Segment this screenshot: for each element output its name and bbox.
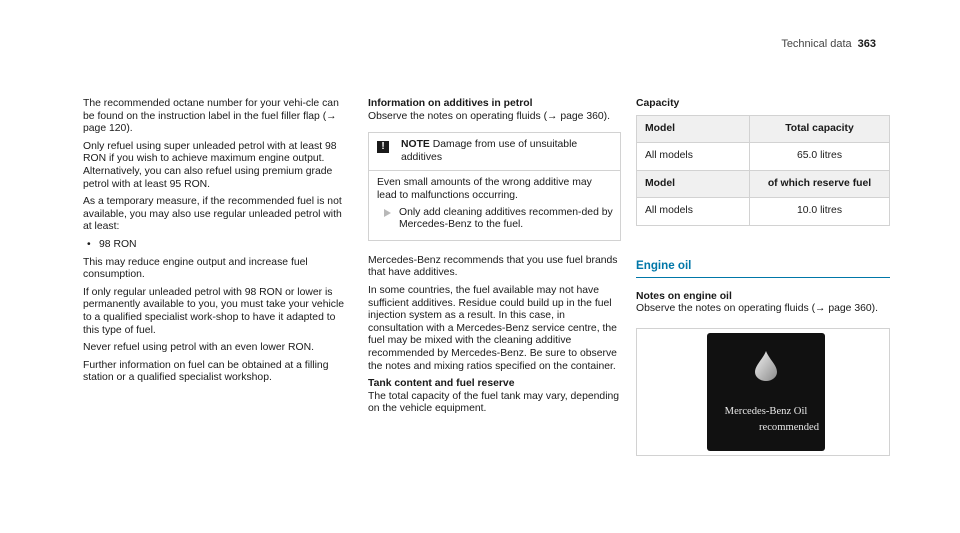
table-row	[637, 143, 890, 171]
paragraph: Mercedes-Benz recommends that you use fuel brands that have additives.	[368, 254, 618, 279]
paragraph: This may reduce engine output and increase fuel consumption.	[83, 256, 308, 281]
column-left	[83, 98, 351, 390]
paragraph: Never refuel using petrol with an even lower RON.	[83, 342, 315, 354]
capacity-table	[636, 115, 890, 226]
note-box	[368, 132, 621, 241]
page-number: 363	[857, 38, 876, 50]
mercedes-oil-logo	[707, 333, 825, 451]
note-title-text: Damage from use of unsuitable additives	[401, 139, 578, 163]
table-header-cell: Model	[637, 170, 750, 198]
warning-icon: !	[377, 141, 389, 153]
note-header	[369, 133, 620, 171]
table-cell: All models	[637, 198, 750, 226]
column-middle	[368, 98, 621, 421]
heading-tank: Tank content and fuel reserve	[368, 378, 515, 390]
paragraph: Observe the notes on operating fluids (→ page 360).	[368, 110, 611, 122]
table-cell: 65.0 litres	[750, 143, 890, 171]
table-cell: All models	[637, 143, 750, 171]
heading-engine-oil-notes: Notes on engine oil	[636, 290, 732, 302]
paragraph: If only regular unleaded petrol with 98 RON or lower is permanently available to you, you must take your vehicle to a qualified specialist work-shop to have it adapted to this type of fuel.	[83, 286, 345, 336]
page-header	[781, 38, 876, 50]
note-text: Even small amounts of the wrong additive may lead to malfunctions occurring.	[377, 177, 592, 201]
table-row	[637, 198, 890, 226]
bullet-item: • 98 RON	[83, 239, 351, 252]
table-row	[637, 115, 890, 143]
note-action	[377, 207, 614, 232]
oil-logo-frame	[636, 328, 890, 456]
section-heading-engine-oil: Engine oil	[636, 260, 890, 278]
logo-text-recommended: recommended	[758, 421, 819, 433]
heading-additives: Information on additives in petrol	[368, 98, 533, 109]
note-body	[369, 171, 620, 239]
oil-drop-icon	[755, 351, 777, 381]
paragraph: Observe the notes on operating fluids (→ page 360).	[636, 303, 879, 315]
section-title: Technical data	[781, 38, 852, 50]
table-header-cell: Model	[637, 115, 750, 143]
note-label: NOTE	[401, 139, 430, 151]
paragraph: The recommended octane number for your vehi-cle can be found on the instruction label in the fuel filler flap (→ page 120).	[83, 98, 339, 135]
paragraph: As a temporary measure, if the recommended fuel is not available, you may also use regular unleaded petrol with at least:	[83, 196, 342, 233]
paragraph: Only refuel using super unleaded petrol with at least 98 RON if you wish to achieve maximum engine output. Alternatively, you can also refuel using premium grade petrol with at least 95 RON.	[83, 140, 337, 190]
table-header-cell: of which reserve fuel	[750, 170, 890, 198]
paragraph: Further information on fuel can be obtained at a filling station or a qualified specialist workshop.	[83, 359, 329, 384]
table-header-cell: Total capacity	[750, 115, 890, 143]
paragraph: The total capacity of the fuel tank may vary, depending on the vehicle equipment.	[368, 390, 620, 415]
table-row	[637, 170, 890, 198]
logo-text-brand: Mercedes-Benz Oil	[724, 405, 808, 417]
paragraph: In some countries, the fuel available may not have sufficient additives. Residue could build up in the fuel injection system as a result. In this case, in consultation with a Mercedes-Benz service centre, the fuel may be mixed with the cleaning additive recommended by Mercedes-Benz. Be sure to observe the notes and mixing ratios specified on the container.	[368, 284, 617, 372]
capacity-title: Capacity	[636, 98, 680, 109]
note-action-text: Only add cleaning additives recommen-ded by Mercedes-Benz to the fuel.	[399, 206, 613, 231]
column-right	[636, 98, 890, 456]
table-cell: 10.0 litres	[750, 198, 890, 226]
note-title	[401, 139, 614, 164]
